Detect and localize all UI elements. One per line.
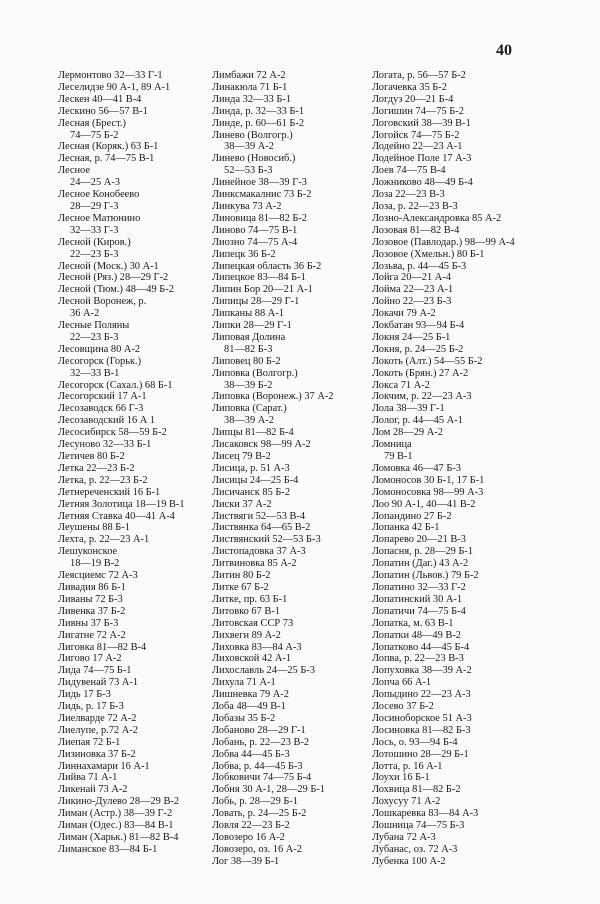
index-entry: Лопарево 20—21 В-3 (372, 534, 466, 546)
index-entry: Лопатин (Львов.) 79 Б-2 (372, 570, 479, 582)
index-entry: Лида 74—75 Б-1 (58, 665, 132, 677)
index-entry: Линово 74—75 В-1 (212, 224, 298, 236)
index-entry: Лесосибирск 58—59 Б-2 (58, 427, 167, 439)
index-entry: Логойск 74—75 Б-2 (372, 129, 460, 141)
index-entry: Лешуконское (58, 546, 118, 558)
index-entry: Липканы 88 А-1 (212, 308, 284, 320)
index-entry: Ликенай 73 А-2 (58, 784, 128, 796)
index-entry: Линда, р. 32—33 Б-1 (212, 105, 305, 117)
index-entry: Лихославль 24—25 Б-3 (212, 665, 315, 677)
index-entry: Линовица 81—82 Б-2 (212, 212, 307, 224)
index-entry: Лесуново 32—33 Б-1 (58, 439, 152, 451)
index-entry: Лесное Матюнино (58, 212, 141, 224)
index-entry: Локбатан 93—94 Б-4 (372, 320, 465, 332)
index-column-1 (58, 70, 208, 856)
index-entry: Лимбажи 72 А-2 (212, 70, 286, 81)
index-entry: Лигово 17 А-2 (58, 653, 122, 665)
index-entry: Липовец 80 Б-2 (212, 355, 281, 367)
index-entry: Локня, р. 24—25 Б-2 (372, 343, 464, 355)
index-entry: Лобня 30 А-1, 28—29 Б-1 (212, 784, 325, 796)
index-entry: Ливенка 37 Б-2 (58, 605, 126, 617)
index-entry: Лозовое (Хмельн.) 80 Б-1 (372, 248, 485, 260)
index-entry: Ловля 22—23 Б-2 (212, 820, 290, 832)
index-entry: Лошкаревка 83—84 А-3 (372, 808, 479, 820)
index-entry: Лопатка, м. 63 В-1 (372, 617, 454, 629)
index-entry: Летка 22—23 Б-2 (58, 462, 135, 474)
index-entry: Лобазы 35 Б-2 (212, 712, 276, 724)
index-entry: Лесное (58, 165, 90, 177)
index-entry: Лошница 74—75 Б-3 (372, 820, 465, 832)
index-entry: Лоза 22—23 В-3 (372, 189, 445, 201)
index-entry: Лохвица 81—82 Б-2 (372, 784, 461, 796)
index-entry: Липки 28—29 Г-1 (212, 320, 292, 332)
index-entry: Локня 24—25 Б-1 (372, 331, 451, 343)
index-entry: Лисичанск 85 Б-2 (212, 486, 291, 498)
index-entry: Логишин 74—75 Б-2 (372, 105, 464, 117)
index-entry: Лесная (Брест.) (58, 117, 126, 129)
index-entry: Лодейно 22—23 А-1 (372, 141, 463, 153)
index-entry: Липецкая область 36 Б-2 (212, 260, 322, 272)
page-number: 40 (496, 42, 512, 59)
index-entry: Лесное Конобеево (58, 189, 140, 201)
index-entry-reference: 79 В-1 (384, 451, 413, 462)
index-entry: Лобковичи 74—75 Б-4 (212, 772, 312, 784)
index-entry: Лопуховка 38—39 А-2 (372, 665, 472, 677)
index-entry: Лихула 71 А-1 (212, 677, 276, 689)
index-entry: Ливаны 72 Б-3 (58, 593, 123, 605)
index-entry: Лоухи 16 Б-1 (372, 772, 430, 784)
index-entry: Липецкое 83—84 Б-1 (212, 272, 306, 284)
index-entry: Лидь 17 Б-3 (58, 689, 111, 701)
index-entry: Лопандино 27 Б-2 (372, 510, 452, 522)
index-entry: Лескино 56—57 В-1 (58, 105, 148, 117)
index-entry: Лиепая 72 Б-1 (58, 736, 121, 748)
index-entry: Лидувенай 73 А-1 (58, 677, 139, 689)
index-column-3 (372, 70, 562, 868)
index-entry: Лоба 48—49 В-1 (212, 701, 286, 713)
index-entry: Лопча 66 А-1 (372, 677, 432, 689)
index-entry: Ливадия 86 Б-1 (58, 581, 126, 593)
index-entry: Лобаново 28—29 Г-1 (212, 724, 306, 736)
index-entry-reference: 52—53 Б-3 (224, 165, 273, 177)
index-entry-reference: 18—19 В-2 (70, 558, 120, 570)
index-entry: Леселидзе 90 А-1, 89 А-1 (58, 81, 171, 93)
index-entry: Ломовка 46—47 Б-3 (372, 462, 461, 474)
index-entry: Лодейное Поле 17 А-3 (372, 153, 472, 165)
index-entry: Лесной (Ряз.) 28—29 Г-2 (58, 272, 169, 284)
index-entry: Локоть (Алт.) 54—55 Б-2 (372, 355, 483, 367)
index-entry: Лобва 44—45 Б-3 (212, 748, 290, 760)
index-entry: Линейное 38—39 Г-3 (212, 177, 307, 189)
index-entry: Лопва, р. 22—23 В-3 (372, 653, 464, 665)
index-entry: Локачи 79 А-2 (372, 308, 436, 320)
index-entry: Липовая Долина (212, 331, 286, 343)
index-entry: Лобань, р. 22—23 В-2 (212, 736, 310, 748)
index-entry: Лисец 79 В-2 (212, 451, 271, 462)
index-entry: Ложниково 48—49 Б-4 (372, 177, 473, 189)
index-entry: Лотошино 28—29 Б-1 (372, 748, 469, 760)
index-entry: Лийва 71 А-1 (58, 772, 118, 784)
index-entry: Летняя Золотица 18—19 В-1 (58, 498, 185, 510)
index-entry: Лесной Воронеж, р. (58, 296, 147, 308)
index-entry: Лиховской 42 А-1 (212, 653, 292, 665)
index-entry: Листвяги 52—53 В-4 (212, 510, 306, 522)
index-entry: Лиозно 74—75 А-4 (212, 236, 298, 248)
index-entry-reference: 32—33 Г-3 (70, 224, 119, 236)
index-entry: Лиман (Одес.) 83—84 В-1 (58, 820, 174, 832)
index-entry-reference: 38—39 А-2 (224, 141, 274, 153)
index-entry: Ломоносовка 98—99 А-3 (372, 486, 484, 498)
index-entry: Локса 71 А-2 (372, 379, 430, 391)
index-entry: Лиховка 83—84 А-3 (212, 641, 302, 653)
index-entry: Лесные Поляны (58, 320, 130, 332)
index-entry: Лубанас, оз. 72 А-3 (372, 843, 458, 855)
index-entry-reference: 74—75 Б-2 (70, 129, 119, 141)
index-entry-reference: 81—82 Б-3 (224, 343, 273, 355)
index-entry: Лотта, р. 16 А-1 (372, 760, 443, 772)
index-entry: Лесной (Тюм.) 48—49 Б-2 (58, 284, 174, 296)
index-entry: Леушены 88 Б-1 (58, 522, 130, 534)
index-entry: Лойма 22—23 А-1 (372, 284, 454, 296)
index-entry: Лобь, р. 28—29 Б-1 (212, 796, 298, 808)
index-entry: Липин Бор 20—21 А-1 (212, 284, 313, 296)
index-entry: Линакюла 71 Б-1 (212, 81, 288, 93)
index-entry: Лойга 20—21 А-4 (372, 272, 451, 284)
index-entry: Логдуз 20—21 Б-4 (372, 93, 454, 105)
index-entry: Лопатинский 30 А-1 (372, 593, 463, 605)
index-entry: Лолог, р. 44—45 А-1 (372, 415, 463, 427)
index-entry: Линево (Волгогр.) (212, 129, 293, 141)
index-entry: Летичев 80 Б-2 (58, 451, 125, 462)
index-column-2 (212, 70, 372, 868)
index-entry: Линде, р. 60—61 Б-2 (212, 117, 305, 129)
index-entry: Лесная, р. 74—75 В-1 (58, 153, 155, 165)
index-entry-reference: 36 А-2 (70, 308, 100, 320)
index-entry: Линево (Новосиб.) (212, 153, 296, 165)
index-entry: Лоза, р. 22—23 В-3 (372, 200, 458, 212)
index-entry: Ловать, р. 24—25 Б-2 (212, 808, 307, 820)
index-entry: Листвянский 52—53 Б-3 (212, 534, 321, 546)
index-entry-reference: 32—33 В-1 (70, 367, 120, 379)
index-entry: Листвянка 64—65 В-2 (212, 522, 311, 534)
index-entry: Липцы 81—82 Б-4 (212, 427, 294, 439)
index-entry: Летняя Ставка 40—41 А-4 (58, 510, 175, 522)
index-entry-reference: 22—23 Б-3 (70, 331, 119, 343)
index-entry: Литке 67 Б-2 (212, 581, 269, 593)
index-entry: Линнахамари 16 А-1 (58, 760, 150, 772)
index-entry: Лопатково 44—45 Б-4 (372, 641, 470, 653)
index-entry: Лесогорск (Сахал.) 68 Б-1 (58, 379, 173, 391)
index-entry: Лосиновка 81—82 Б-3 (372, 724, 471, 736)
index-entry: Лопыдино 22—23 А-3 (372, 689, 471, 701)
index-entry-reference: 24—25 А-3 (70, 177, 120, 189)
index-entry: Липецк 36 Б-2 (212, 248, 276, 260)
index-entry: Лоев 74—75 В-4 (372, 165, 446, 177)
index-entry: Лиман (Харьк.) 81—82 В-4 (58, 832, 179, 843)
index-entry: Лесной (Моск.) 30 А-1 (58, 260, 159, 272)
index-entry: Лопатино 32—33 Г-2 (372, 581, 466, 593)
index-entry: Лесозаводский 16 А 1 (58, 415, 156, 427)
index-entry: Лозовое (Павлодар.) 98—99 А-4 (372, 236, 515, 248)
index-entry-reference: 28—29 Г-3 (70, 200, 119, 212)
index-entry: Лиманское 83—84 Б-1 (58, 843, 158, 855)
index-entry: Лесовщина 80 А-2 (58, 343, 141, 355)
index-entry: Липицы 28—29 Г-1 (212, 296, 300, 308)
index-entry: Лесогорск (Горьк.) (58, 355, 142, 367)
index-entry: Литин 80 Б-2 (212, 570, 271, 582)
index-entry: Лишневка 79 А-2 (212, 689, 289, 701)
index-entry: Лиски 37 А-2 (212, 498, 272, 510)
index-entry: Лоо 90 А-1, 40—41 В-2 (372, 498, 476, 510)
index-entry: Ловозеро, оз. 16 А-2 (212, 843, 302, 855)
index-entry: Листопадовка 37 А-3 (212, 546, 306, 558)
index-entry: Литовко 67 В-1 (212, 605, 281, 617)
index-entry: Липовка (Сарат.) (212, 403, 287, 415)
index-entry: Ловозеро 16 А-2 (212, 832, 285, 843)
index-entry: Летка, р. 22—23 Б-2 (58, 474, 148, 486)
index-entry: Линда 32—33 Б-1 (212, 93, 292, 105)
index-entry: Лог 38—39 Б-1 (212, 855, 280, 867)
index-entry: Лозовая 81—82 В-4 (372, 224, 460, 236)
index-entry: Лехта, р. 22—23 А-1 (58, 534, 150, 546)
index-entry: Лохусуу 71 А-2 (372, 796, 441, 808)
index-entry: Лисицы 24—25 Б-4 (212, 474, 299, 486)
index-entry: Ломница (372, 439, 412, 451)
index-entry-reference: 22—23 Б-3 (70, 248, 119, 260)
index-entry: Липовка (Воронеж.) 37 А-2 (212, 391, 334, 403)
index-entry: Ликино-Дулево 28—29 В-2 (58, 796, 180, 808)
index-entry: Линкува 73 А-2 (212, 200, 282, 212)
index-entry: Лермонтово 32—33 Г-1 (58, 70, 163, 81)
index-entry: Летнереченский 16 Б-1 (58, 486, 161, 498)
index-entry: Лиелварде 72 А-2 (58, 712, 137, 724)
index-entry: Лосиноборское 51 А-3 (372, 712, 472, 724)
index-entry: Литовская ССР 73 (212, 617, 294, 629)
index-entry: Логовский 38—39 В-1 (372, 117, 471, 129)
index-entry: Литке, пр. 63 Б-1 (212, 593, 288, 605)
index-entry: Лисица, р. 51 А-3 (212, 462, 290, 474)
index-entry: Лопатки 48—49 В-2 (372, 629, 461, 641)
index-entry: Линксмакалнис 73 Б-2 (212, 189, 312, 201)
index-entry: Лубана 72 А-3 (372, 832, 436, 843)
index-entry: Лескен 40—41 В-4 (58, 93, 142, 105)
index-entry: Ливны 37 Б-3 (58, 617, 119, 629)
index-entry: Лизиновка 37 Б-2 (58, 748, 136, 760)
index-entry: Лиговка 81—82 В-4 (58, 641, 147, 653)
index-entry: Липовка (Волгогр.) (212, 367, 298, 379)
index-entry: Лидь, р. 17 Б-3 (58, 701, 124, 713)
index-entry: Лесной (Киров.) (58, 236, 131, 248)
index-entry-reference: 38—39 Б-2 (224, 379, 273, 391)
index-entry: Лиман (Астр.) 38—39 Г-2 (58, 808, 173, 820)
index-entry: Лобва, р. 44—45 Б-3 (212, 760, 303, 772)
index-entry: Леясциемс 72 А-3 (58, 570, 138, 582)
index-entry: Лопанка 42 Б-1 (372, 522, 440, 534)
index-entry: Логата, р. 56—57 Б-2 (372, 70, 466, 81)
index-entry: Лигатне 72 А-2 (58, 629, 126, 641)
index-entry-reference: 38—39 А-2 (224, 415, 274, 427)
index-entry: Лопатичи 74—75 Б-4 (372, 605, 466, 617)
index-entry: Логачевка 35 Б-2 (372, 81, 447, 93)
index-entry: Лозьва, р. 44—45 Б-3 (372, 260, 467, 272)
index-entry: Лихвеги 89 А-2 (212, 629, 281, 641)
index-entry: Лола 38—39 Г-1 (372, 403, 445, 415)
index-entry: Лопасня, р. 28—29 Б-1 (372, 546, 474, 558)
index-entry: Лубенка 100 А-2 (372, 855, 446, 867)
index-entry: Лом 28—29 А-2 (372, 427, 443, 439)
index-entry: Литвиновка 85 А-2 (212, 558, 297, 570)
index-entry: Лойно 22—23 Б-3 (372, 296, 452, 308)
index-entry: Ломоносов 30 Б-1, 17 Б-1 (372, 474, 485, 486)
index-entry: Лось, о. 93—94 Б-4 (372, 736, 458, 748)
index-entry: Локчим, р. 22—23 А-3 (372, 391, 472, 403)
index-entry: Лисаковск 98—99 А-2 (212, 439, 311, 451)
index-entry: Лосево 37 Б-2 (372, 701, 434, 713)
index-entry: Лесозаводск 66 Г-3 (58, 403, 144, 415)
index-entry: Локоть (Брян.) 27 А-2 (372, 367, 469, 379)
index-entry: Лесогорский 17 А-1 (58, 391, 147, 403)
index-entry: Лиелупе, р.72 А-2 (58, 724, 138, 736)
index-entry: Лесная (Коряк.) 63 Б-1 (58, 141, 159, 153)
index-entry: Лозно-Александровка 85 А-2 (372, 212, 502, 224)
index-entry: Лопатин (Даг.) 43 А-2 (372, 558, 469, 570)
